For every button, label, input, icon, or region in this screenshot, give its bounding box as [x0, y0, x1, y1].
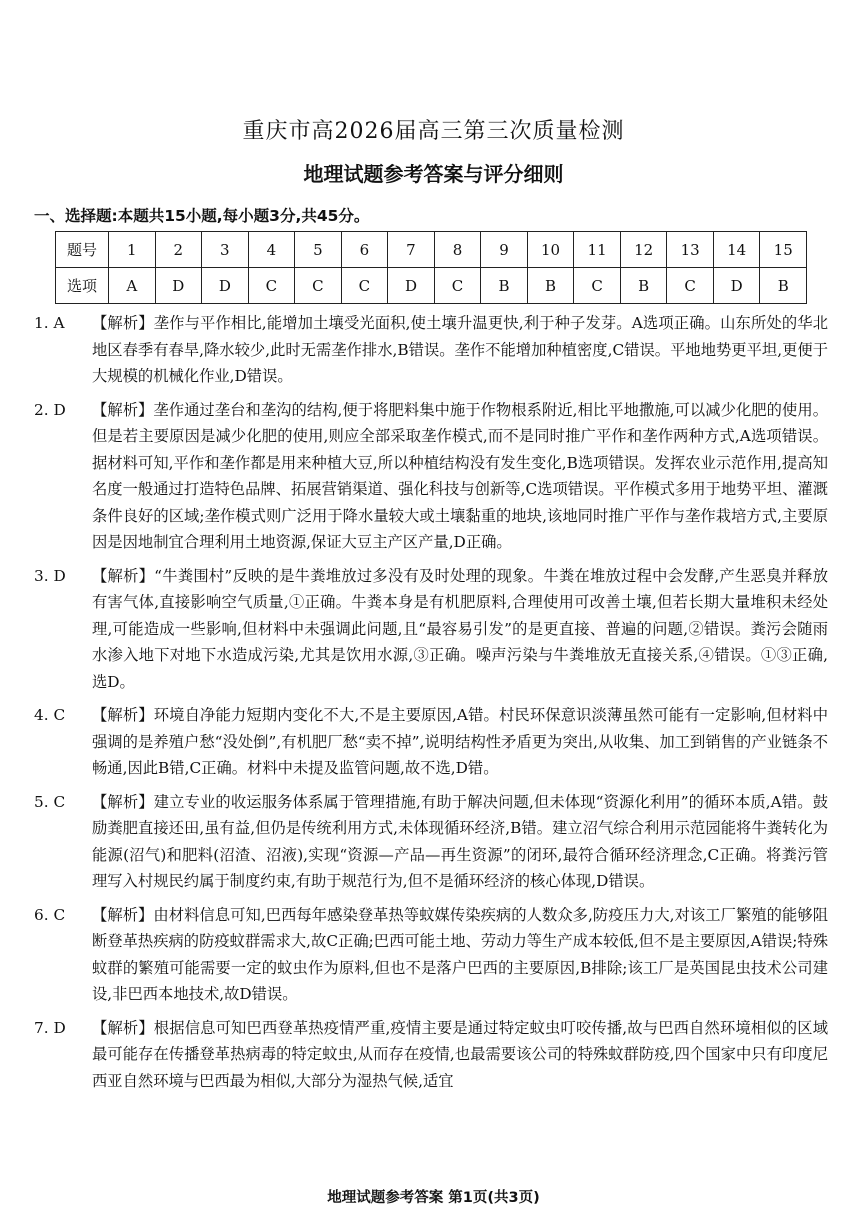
answer-table-answer-row: [56, 268, 807, 304]
question-number-cell: 5: [295, 232, 342, 268]
question-number-cell: 11: [574, 232, 621, 268]
explanation-item: [34, 397, 828, 556]
explanation-text: 【解析】垄作通过垄台和垄沟的结构,便于将肥料集中施于作物根系附近,相比平地撒施,可以减少化肥的使用。但是若主要原因是减少化肥的使用,则应全部采取垄作模式,而不是同时推广平作和垄作两种方式,A选项错误。据材料可知,平作和垄作都是用来种植大豆,所以种植结构没有发生变化,B选项错误。发挥农业示范作用,提高知名度一般通过打造特色品牌、拓展营销渠道、强化科技与创新等,C选项错误。平作模式多用于地势平坦、灌溉条件良好的区域;垄作模式则广泛用于降水量较大或土壤黏重的地块,该地同时推广平作与垄作栽培方式,主要原因是因地制宜合理利用土地资源,保证大豆主产区产量,D正确。: [92, 400, 828, 551]
explanation-number: 5. C: [34, 792, 66, 811]
explanation-item: [34, 902, 828, 1008]
explanation-text: 【解析】垄作与平作相比,能增加土壤受光面积,使土壤升温更快,利于种子发芽。A选项正确。山东所处的华北地区春季有春旱,降水较少,此时无需垄作排水,B错误。垄作不能增加种植密度,C错误。平地地势更平坦,更便于大规模的机械化作业,D错误。: [92, 314, 828, 385]
question-number-cell: 8: [434, 232, 481, 268]
answer-cell: D: [202, 268, 249, 304]
answer-cell: D: [155, 268, 202, 304]
question-number-cell: 9: [481, 232, 528, 268]
question-number-cell: 4: [248, 232, 295, 268]
explanation-text: 【解析】建立专业的收运服务体系属于管理措施,有助于解决问题,但未体现“资源化利用”的循环本质,A错。鼓励粪肥直接还田,虽有益,但仍是传统利用方式,未体现循环经济,B错。建立沼气综合利用示范园能将牛粪转化为能源(沼气)和肥料(沼渣、沼液),实现“资源—产品—再生资源”的闭环,最符合循环经济理念,C正确。将粪污管理写入村规民约属于制度约束,有助于规范行为,但不是循环经济的核心体现,D错误。: [92, 792, 828, 890]
explanation-number: 4. C: [34, 706, 66, 724]
answer-table-number-row: [56, 232, 807, 268]
page-title: 重庆市高2026届高三第三次质量检测: [242, 119, 625, 144]
explanation-number: 2. D: [34, 400, 66, 419]
explanations-list: [34, 310, 828, 1101]
section-heading: 一、选择题:本题共15小题,每小题3分,共45分。: [34, 207, 370, 225]
question-number-cell: 1: [109, 232, 156, 268]
question-number-cell: 14: [713, 232, 760, 268]
question-number-cell: 2: [155, 232, 202, 268]
question-number-cell: 7: [388, 232, 435, 268]
explanation-item: [34, 563, 828, 696]
answer-cell: C: [248, 268, 295, 304]
answer-cell: B: [527, 268, 574, 304]
row-label-number: 题号: [56, 232, 109, 268]
answer-cell: C: [295, 268, 342, 304]
answer-cell: B: [481, 268, 528, 304]
page-subtitle: 地理试题参考答案与评分细则: [303, 162, 564, 186]
answer-cell: C: [341, 268, 388, 304]
explanation-number: 3. D: [34, 566, 66, 585]
answer-cell: C: [574, 268, 621, 304]
question-number-cell: 13: [667, 232, 714, 268]
answer-table: [55, 231, 807, 304]
answer-cell: B: [620, 268, 667, 304]
question-number-cell: 12: [620, 232, 667, 268]
explanation-item: [34, 310, 828, 390]
answer-cell: C: [667, 268, 714, 304]
explanation-text: 【解析】环境自净能力短期内变化不大,不是主要原因,A错。村民环保意识淡薄虽然可能有一定影响,但材料中强调的是养殖户愁“没处倒”,有机肥厂愁“卖不掉”,说明结构性矛盾更为突出,从收集、加工到销售的产业链条不畅通,因此B错,C正确。材料中未提及监管问题,故不选,D错。: [92, 706, 828, 777]
question-number-cell: 15: [760, 232, 807, 268]
explanation-text: 【解析】“牛粪围村”反映的是牛粪堆放过多没有及时处理的现象。牛粪在堆放过程中会发酵,产生恶臭并释放有害气体,直接影响空气质量,①正确。牛粪本身是有机肥原料,合理使用可改善土壤,但若长期大量堆积未经处理,可能造成一些影响,但材料中未强调此问题,且“最容易引发”的是更直接、普遍的问题,②错误。粪污会随雨水渗入地下对地下水造成污染,尤其是饮用水源,③正确。噪声污染与牛粪堆放无直接关系,④错误。①③正确,选D。: [92, 566, 828, 691]
question-number-cell: 6: [341, 232, 388, 268]
explanation-text: 【解析】根据信息可知巴西登革热疫情严重,疫情主要是通过特定蚊虫叮咬传播,故与巴西自然环境相似的区域最可能存在传播登革热病毒的特定蚊虫,从而存在疫情,也最需要该公司的特殊蚊群防疫,四个国家中只有印度尼西亚自然环境与巴西最为相似,大部分为湿热气候,适宜: [92, 1018, 828, 1090]
row-label-answer: 选项: [56, 268, 109, 304]
explanation-item: [34, 702, 828, 782]
answer-cell: C: [434, 268, 481, 304]
question-number-cell: 10: [527, 232, 574, 268]
explanation-item: [34, 1015, 828, 1095]
answer-cell: B: [760, 268, 807, 304]
explanation-number: 1. A: [34, 314, 65, 332]
explanation-number: 7. D: [34, 1018, 66, 1037]
answer-cell: D: [388, 268, 435, 304]
answer-cell: D: [713, 268, 760, 304]
answer-cell: A: [109, 268, 156, 304]
explanation-number: 6. C: [34, 905, 66, 924]
question-number-cell: 3: [202, 232, 249, 268]
page-footer: 地理试题参考答案 第1页(共3页): [327, 1190, 540, 1206]
explanation-item: [34, 789, 828, 895]
explanation-text: 【解析】由材料信息可知,巴西每年感染登革热等蚊媒传染疾病的人数众多,防疫压力大,对该工厂繁殖的能够阻断登革热疾病的防疫蚊群需求大,故C正确;巴西可能土地、劳动力等生产成本较低,但不是主要原因,A错误;特殊蚊群的繁殖可能需要一定的蚊虫作为原料,但也不是落户巴西的主要原因,B排除;该工厂是英国昆虫技术公司建设,非巴西本地技术,故D错误。: [92, 905, 829, 1003]
